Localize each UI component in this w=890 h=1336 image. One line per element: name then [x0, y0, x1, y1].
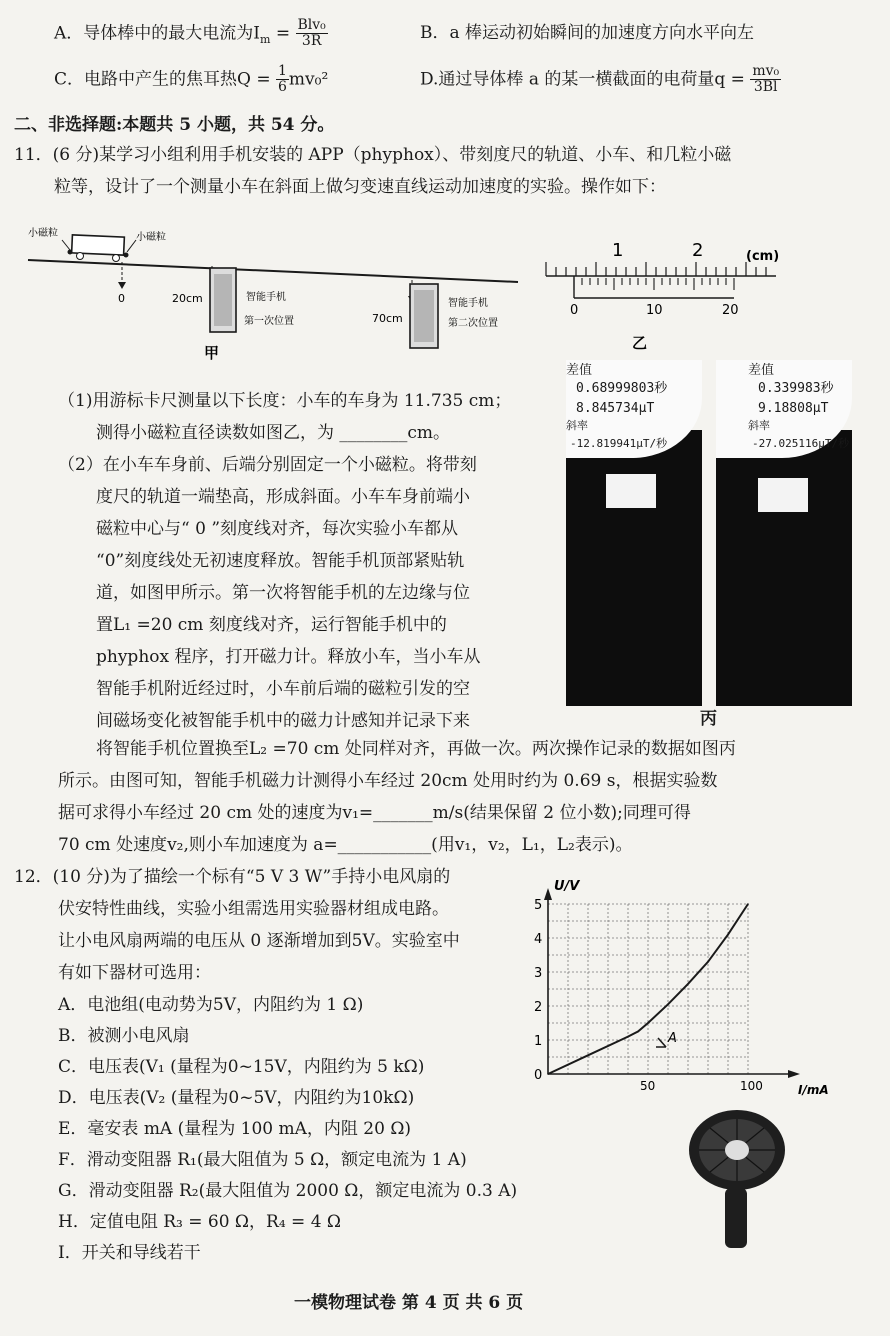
equipment-item: F．滑动变阻器 R₁(最大阻值为 5 Ω，额定电流为 1 A): [58, 1150, 467, 1170]
equipment-item: A．电池组(电动势为5V，内阻约为 1 Ω): [58, 995, 364, 1015]
figure-yi-caption: 乙: [632, 334, 648, 352]
q12-line: 伏安特性曲线，实验小组需选用实验器材组成电路。: [58, 899, 449, 919]
curve-point: [587, 1055, 589, 1057]
y-axis-arrow: [544, 888, 552, 900]
option-d: [420, 64, 781, 96]
y-tick-labels: [534, 898, 542, 1083]
q11-part1-line1: （1)用游标卡尺测量以下长度：小车的车身为 11.735 cm；: [58, 391, 512, 411]
magnet-left-label: 小磁粒: [28, 228, 58, 239]
phone1-label: 智能手机: [246, 292, 286, 303]
curve-point: [637, 1031, 639, 1033]
curve-point: [747, 903, 749, 905]
left-diff-label: 差值: [566, 363, 593, 378]
q12-line: 有如下器材可选用：: [58, 963, 211, 983]
curve-point: [627, 1036, 629, 1038]
option-c-denominator: 6: [278, 79, 287, 96]
left-slope-label: 斜率: [566, 419, 588, 432]
x-tick-label: 50: [640, 1079, 656, 1093]
mark-0: 0: [118, 292, 125, 305]
y-tick-label: 1: [534, 1034, 543, 1049]
phone-second-screen: [414, 290, 434, 342]
q11-full-line: 所示。由图可知，智能手机磁力计测得小车经过 20cm 处用时约为 0.69 s，根据实验数: [58, 771, 718, 791]
phone-first-screen: [214, 274, 232, 326]
option-c-text: C．电路中产生的焦耳热Q =: [54, 69, 276, 90]
curve-point: [547, 1073, 549, 1075]
q12-line: 12．(10 分)为了描绘一个标有“5 V 3 W”手持小电风扇的: [14, 867, 451, 887]
equipment-item: I．开关和导线若干: [58, 1243, 201, 1263]
q11-part2-line: 度尺的轨道一端垫高，形成斜面。小车车身前端小: [96, 487, 470, 507]
right-diff-label: 差值: [748, 363, 775, 378]
phone-screen-left: [566, 430, 702, 706]
x-axis-arrow: [788, 1070, 800, 1078]
option-c-fraction: [276, 64, 289, 96]
right-time-value: 0.339983秒: [758, 381, 834, 396]
right-slope-label: 斜率: [748, 419, 770, 432]
option-a: [54, 18, 328, 50]
cart: [68, 235, 129, 262]
main-scale-2: 2: [692, 240, 704, 261]
phone-left-popup: [606, 474, 656, 508]
magnet-right-label: 小磁粒: [136, 232, 166, 243]
option-c: [54, 64, 328, 96]
main-scale-ticks: [546, 262, 766, 276]
q11-part2-line: 间磁场变化被智能手机中的磁力计感知并记录下来: [96, 711, 470, 731]
magnet-right-pointer: [127, 240, 136, 252]
y-tick-label: 5: [534, 898, 543, 913]
option-a-denominator: 3R: [301, 33, 322, 50]
fan-hub: [725, 1140, 749, 1160]
magnet-left-pointer: [62, 240, 70, 250]
q11-line1: 11．(6 分)某学习小组利用手机安装的 APP（phyphox）、带刻度尺的轨道、小车、和几粒小磁: [14, 145, 732, 165]
q11-part2-line: 置L₁ =20 cm 刻度线对齐，运行智能手机中的: [96, 615, 447, 635]
phone1-position-label: 第一次位置: [244, 316, 294, 327]
figure-yi: [540, 234, 790, 354]
q11-full-line: 将智能手机位置换至L₂ =70 cm 处同样对齐，再做一次。两次操作记录的数据如图丙: [96, 739, 736, 759]
phone-screen-right: [716, 430, 852, 706]
option-a-sub: m: [260, 32, 271, 46]
fan-handle: [725, 1188, 747, 1248]
q11-full-line: 据可求得小车经过 20 cm 处的速度为v₁=_______m/s(结果保留 2 位小数);同理可得: [58, 803, 691, 823]
chart-grid: [548, 904, 748, 1074]
left-field-value: 8.845734μT: [576, 401, 655, 416]
curve-point: [687, 983, 689, 985]
q11-part2-line: 智能手机附近经过时，小车前后端的磁粒引发的空: [96, 679, 470, 699]
y-axis-label: U/V: [554, 879, 580, 894]
curve-point: [667, 1004, 669, 1006]
page-footer: 一模物理试卷 第 4 页 共 6 页: [294, 1293, 524, 1313]
phone-right-popup: [758, 478, 808, 512]
x-axis-label: I/mA: [798, 1083, 829, 1097]
q12-line: 让小电风扇两端的电压从 0 逐渐增加到5V。实验室中: [58, 931, 460, 951]
q11-part2-line: phyphox 程序，打开磁力计。释放小车，当小车从: [96, 647, 481, 667]
phone2-label: 智能手机: [448, 298, 488, 309]
equipment-item: H．定值电阻 R₃ = 60 Ω，R₄ = 4 Ω: [58, 1212, 342, 1232]
option-a-text: A．导体棒中的最大电流为I: [54, 23, 260, 44]
q11-part2-line: 磁粒中心与“ 0 ”刻度线对齐，每次实验小车都从: [96, 519, 459, 539]
option-a-fraction: [296, 18, 328, 50]
vernier-0: 0: [570, 303, 579, 318]
y-tick-label: 4: [534, 932, 543, 947]
q11-full-line: 70 cm 处速度v₂,则小车加速度为 a=___________(用v₁，v₂，L₁，L₂表示)。: [58, 835, 633, 855]
q11-part1-line2: 测得小磁粒直径读数如图乙，为 ________cm。: [96, 423, 451, 443]
equipment-item: C．电压表(V₁ (量程为0~15V，内阻约为 5 kΩ): [58, 1057, 425, 1077]
mark-20: 20cm: [172, 292, 203, 305]
x-tick-labels: [640, 1079, 763, 1093]
curve-point: [647, 1022, 649, 1024]
figure-bing: [566, 360, 852, 708]
y-tick-label: 3: [534, 966, 543, 981]
zero-mark-arrow: [118, 282, 126, 289]
phone2-position-label: 第二次位置: [448, 318, 498, 329]
curve-point: [727, 934, 729, 936]
annotation-mark: [656, 1038, 666, 1047]
curve-point: [707, 961, 709, 963]
q11-part2-line: （2）在小车车身前、后端分别固定一个小磁粒。将带刻: [58, 455, 477, 475]
vernier-10: 10: [646, 303, 663, 318]
equipment-item: E．毫安表 mA (量程为 100 mA，内阻 20 Ω): [58, 1119, 412, 1139]
option-d-numerator: mv₀: [752, 63, 780, 79]
q11-part2-line: 道，如图甲所示。第一次将智能手机的左边缘与位: [96, 583, 470, 603]
q12-intro: [14, 868, 460, 996]
track-line: [28, 260, 518, 282]
option-d-denominator: 3Bl: [753, 79, 778, 96]
option-b: B．a 棒运动初始瞬间的加速度方向水平向左: [420, 23, 755, 43]
option-a-eq: =: [270, 23, 296, 44]
q12-equipment-list: [58, 996, 517, 1275]
y-tick-label: 2: [534, 1000, 543, 1015]
option-d-fraction: [750, 64, 781, 96]
equipment-item: G．滑动变阻器 R₂(最大阻值为 2000 Ω，额定电流为 0.3 A): [58, 1181, 518, 1201]
right-field-value: 9.18808μT: [758, 401, 829, 416]
section-heading: 二、非选择题:本题共 5 小题，共 54 分。: [14, 115, 335, 135]
option-c-tail: mv₀²: [288, 69, 329, 90]
q11-part2-column: [58, 456, 481, 744]
equipment-item: D．电压表(V₂ (量程为0~5V，内阻约为10kΩ): [58, 1088, 415, 1108]
ui-curve-chart: [518, 872, 848, 1102]
annotation-label: A: [668, 1031, 677, 1046]
q11-line2: 粒等，设计了一个测量小车在斜面上做匀变速直线运动加速度的实验。操作如下：: [54, 177, 666, 197]
q11-full-width-text: [58, 739, 736, 868]
figure-bing-caption: 丙: [700, 709, 717, 729]
main-scale-1: 1: [612, 240, 624, 261]
option-c-numerator: 1: [278, 63, 287, 79]
equipment-item: B．被测小电风扇: [58, 1026, 190, 1046]
right-slope-value: -27.025116μT/秒: [752, 437, 850, 450]
option-a-numerator: Blv₀: [297, 17, 326, 33]
figure-jia-caption: 甲: [204, 344, 220, 362]
left-time-value: 0.68999803秒: [576, 381, 668, 396]
mark-70: 70cm: [372, 312, 403, 325]
y-tick-label: 0: [534, 1068, 543, 1083]
x-tick-label: 100: [740, 1079, 763, 1093]
fan-photo: [682, 1108, 792, 1254]
vernier-20: 20: [722, 303, 739, 318]
figure-jia: [24, 222, 524, 362]
left-slope-value: -12.819941μT/秒: [570, 437, 668, 450]
q11-part2-line: “0”刻度线处无初速度释放。智能手机顶部紧贴轨: [96, 551, 465, 571]
unit-label: (cm): [746, 249, 780, 264]
vernier-ticks: [574, 278, 734, 290]
option-d-text: D.通过导体棒 a 的某一横截面的电荷量q =: [420, 69, 751, 90]
